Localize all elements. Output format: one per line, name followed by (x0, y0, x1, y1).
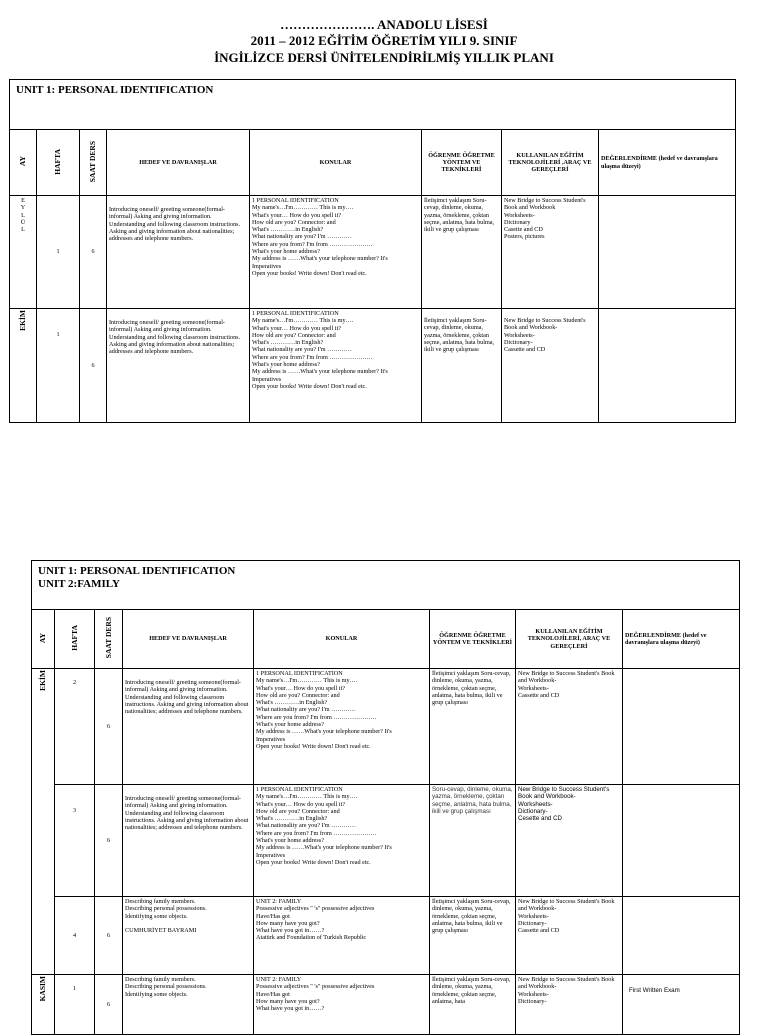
col-header-hafta: HAFTA (37, 130, 80, 196)
month-cell-ekim: EKİM (32, 669, 55, 975)
arac-cell: New Bridge to Success Student's Book and Workbook Worksheets- Dictionary Casette and CD Posters, pictures (502, 196, 599, 309)
month-cell: E Y L Ü L (10, 196, 37, 309)
week-cell: 1 (37, 309, 80, 423)
school-name: …………………. ANADOLU LİSESİ (280, 17, 488, 32)
col-header-konular: KONULAR (250, 130, 422, 196)
col-header-hedef: HEDEF VE DAVRANIŞLAR (123, 610, 254, 669)
arac-cell: New Bridge to Success Student's Book and Workbook- Worksheets- Dictionary- Cassette and CD (516, 897, 623, 975)
degerlendirme-cell (599, 196, 736, 309)
yontem-cell: İletişimci yaklaşım Soru-cevap, dinleme, okuma, yazma, örnekleme, çoktan seçme, anlatma, hata bulma, ikili ve grup çalışması (430, 669, 516, 785)
arac-cell: New Bridge to Success Student's Book and Workbook- Worksheets- Cassette and CD (516, 669, 623, 785)
konular-cell: UNIT 2: FAMILY Possessive adjectives " 's" possessive adjectives Have/Has got How many have you got? What have you got in……? Atatürk and Foundation of Turkish Republic (254, 897, 430, 975)
col-header-arac: KULLANILAN EĞİTİM TEKNOLOJİLERİ ,ARAÇ VE GEREÇLERİ (502, 130, 599, 196)
table-row (32, 785, 740, 897)
hours-cell: 6 (80, 309, 107, 423)
week-cell: 1 (37, 196, 80, 309)
week-cell: 3 (55, 785, 95, 897)
col-header-degerlendirme: DEĞERLENDİRME (hedef ve davranışlara ulaşma düzeyi) (623, 610, 740, 669)
col-header-hafta: HAFTA (55, 610, 95, 669)
week-cell: 1 (55, 975, 95, 1035)
unit-title (32, 561, 740, 610)
degerlendirme-cell (623, 897, 740, 975)
academic-year-title: 2011 – 2012 EĞİTİM ÖĞRETİM YILI 9. SINIF (250, 33, 518, 48)
unit-title-line-1: UNIT 1: PERSONAL IDENTIFICATION (38, 565, 236, 577)
yontem-cell: İletişimci yaklaşım Soru-cevap, dinleme, okuma, yazma, örnekleme, çoktan seçme, anlatma, hata bulma, ikili ve grup çalışması (430, 897, 516, 975)
degerlendirme-cell (623, 669, 740, 785)
konular-cell: 1 PERSONAL IDENTIFICATION My name's…I'm………… This is my…. What's your… How do you spell it? How old are you? Connector: and What's …………in English? What nationality are you? I'm ………… Where are you from? I'm from ………………… What's your home address? My address is ……What's your telephone number? It's Imperatives Open your books! Write down! Don't read etc. (254, 669, 430, 785)
month-cell-kasim: KASIM (32, 975, 55, 1035)
col-header-hedef: HEDEF VE DAVRANIŞLAR (107, 130, 250, 196)
col-header-ay: AY (10, 130, 37, 196)
col-header-yontem: ÖĞRENME ÖĞRETME YÖNTEM VE TEKNİKLERİ (422, 130, 502, 196)
hours-cell: 6 (80, 196, 107, 309)
unit-title: UNIT 1: PERSONAL IDENTIFICATION (10, 80, 736, 130)
col-header-arac: KULLANILAN EĞİTİM TEKNOLOJİLERİ, ARAÇ VE GEREÇLERİ (516, 610, 623, 669)
yontem-cell: İletişimci yaklaşım Soru-cevap, dinleme, okuma, yazma, örnekleme, çoktan seçme, anlatma, hata (430, 975, 516, 1035)
hours-cell: 6 (95, 975, 123, 1035)
hedef-cell: Introducing oneself/ greeting someone(formal-informal) Asking and giving information. Understanding and following classroom instructions. Asking and giving information about nationalities; addresses and telephone numbers. (123, 785, 254, 897)
yontem-cell: İletişimci yaklaşım Soru-cevap, dinleme, okuma, yazma, örnekleme, çoktan seçme, anlatma, hata bulma, ikili ve grup çalışması (422, 196, 502, 309)
col-header-saat: SAAT DERS (80, 130, 107, 196)
degerlendirme-cell: First Written Exam (623, 975, 740, 1035)
konular-cell: 1 PERSONAL IDENTIFICATION My name's…I'm………… This is my…. What's your… How do you spell it? How old are you? Connector: and What's …………in English? What nationality are you? I'm ………… Where are you from? I'm from ………………… What's your home address? My address is ……What's your telephone number? It's Imperatives Open your books! Write down! Don't read etc. (250, 309, 422, 423)
hedef-cell: Introducing oneself/ greeting someone(formal-informal) Asking and giving information. Understanding and following classroom instructions. Asking and giving information about nationalities; addresses and telephone numbers. (123, 669, 254, 785)
hours-cell: 6 (95, 897, 123, 975)
plan-table-2 (31, 560, 740, 1035)
table-row (10, 309, 736, 423)
col-header-yontem: ÖĞRENME ÖĞRETME YÖNTEM VE TEKNİKLERİ (430, 610, 516, 669)
yontem-cell: İletişimci yaklaşım Soru-cevap, dinleme, okuma, yazma, örnekleme, çoktan seçme, anlatma, hata bulma, ikili ve grup çalışması (422, 309, 502, 423)
table-row (32, 975, 740, 1035)
degerlendirme-cell (599, 309, 736, 423)
konular-cell: UNIT 2: FAMILY Possessive adjectives " 's" possessive adjectives Have/Has got How many have you got? What have you got in……? (254, 975, 430, 1035)
plan-table-1 (9, 79, 736, 423)
konular-cell: 1 PERSONAL IDENTIFICATION My name's…I'm………… This is my…. What's your… How do you spell it? How old are you? Connector: and What's …………in English? What nationality are you? I'm ………… Where are you from? I'm from ………………… What's your home address? My address is ……What's your telephone number? It's Imperatives Open your books! Write down! Don't read etc. (254, 785, 430, 897)
hedef-cell: Introducing oneself/ greeting someone(formal-informal) Asking and giving information. Understanding and following classroom instructions. Asking and giving information about nationalities; addresses and telephone numbers. (107, 196, 250, 309)
arac-cell: New Bridge to Success Student's Book and Workbook- Worksheets- Dictionary- Cassette and CD (502, 309, 599, 423)
unit-title-line-2: UNIT 2:FAMILY (38, 578, 121, 590)
col-header-saat: SAAT DERS (95, 610, 123, 669)
table-row (32, 669, 740, 785)
konular-cell: 1 PERSONAL IDENTIFICATION My name's…I'm………… This is my…. What's your… How do you spell it? How old are you? Connector: and What's …………in English? What nationality are you? I'm ………… Where are you from? I'm from ………………… What's your home address? My address is ……What's your telephone number? It's Imperatives Open your books! Write down! Don't read etc. (250, 196, 422, 309)
week-cell: 4 (55, 897, 95, 975)
week-cell: 2 (55, 669, 95, 785)
table-row (32, 897, 740, 975)
col-header-degerlendirme: DEĞERLENDİRME (hedef ve davranışlara ulaşma düzeyi) (599, 130, 736, 196)
month-cell: EKİM (10, 309, 37, 423)
hedef-cell: Describing family members. Describing personal possessions. Identifying some objects. CUMHURİYET BAYRAMI (123, 897, 254, 975)
col-header-ay: AY (32, 610, 55, 669)
hours-cell: 6 (95, 785, 123, 897)
yontem-cell: Soru-cevap, dinleme, okuma, yazma, örnekleme, çoktan seçme, anlatma, hata bulma, ikili ve grup çalışması (430, 785, 516, 897)
hours-cell: 6 (95, 669, 123, 785)
arac-cell: New Bridge to Success Student's Book and Workbook- Worksheets- Dictionary- (516, 975, 623, 1035)
hedef-cell: Describing family members. Describing personal possessions. Identifying some objects. (123, 975, 254, 1035)
table-row (10, 196, 736, 309)
arac-cell: New Bridge to Success Student's Book and Workbook- Worksheets- Dictionary- Cesette and CD (516, 785, 623, 897)
degerlendirme-cell (623, 785, 740, 897)
hedef-cell: Introducing oneself/ greeting someone(formal-informal) Asking and giving information. Understanding and following classroom instructions. Asking and giving information about nationalities; addresses and telephone numbers. (107, 309, 250, 423)
col-header-konular: KONULAR (254, 610, 430, 669)
plan-title: İNGİLİZCE DERSİ ÜNİTELENDİRİLMİŞ YILLIK PLANI (214, 50, 554, 65)
